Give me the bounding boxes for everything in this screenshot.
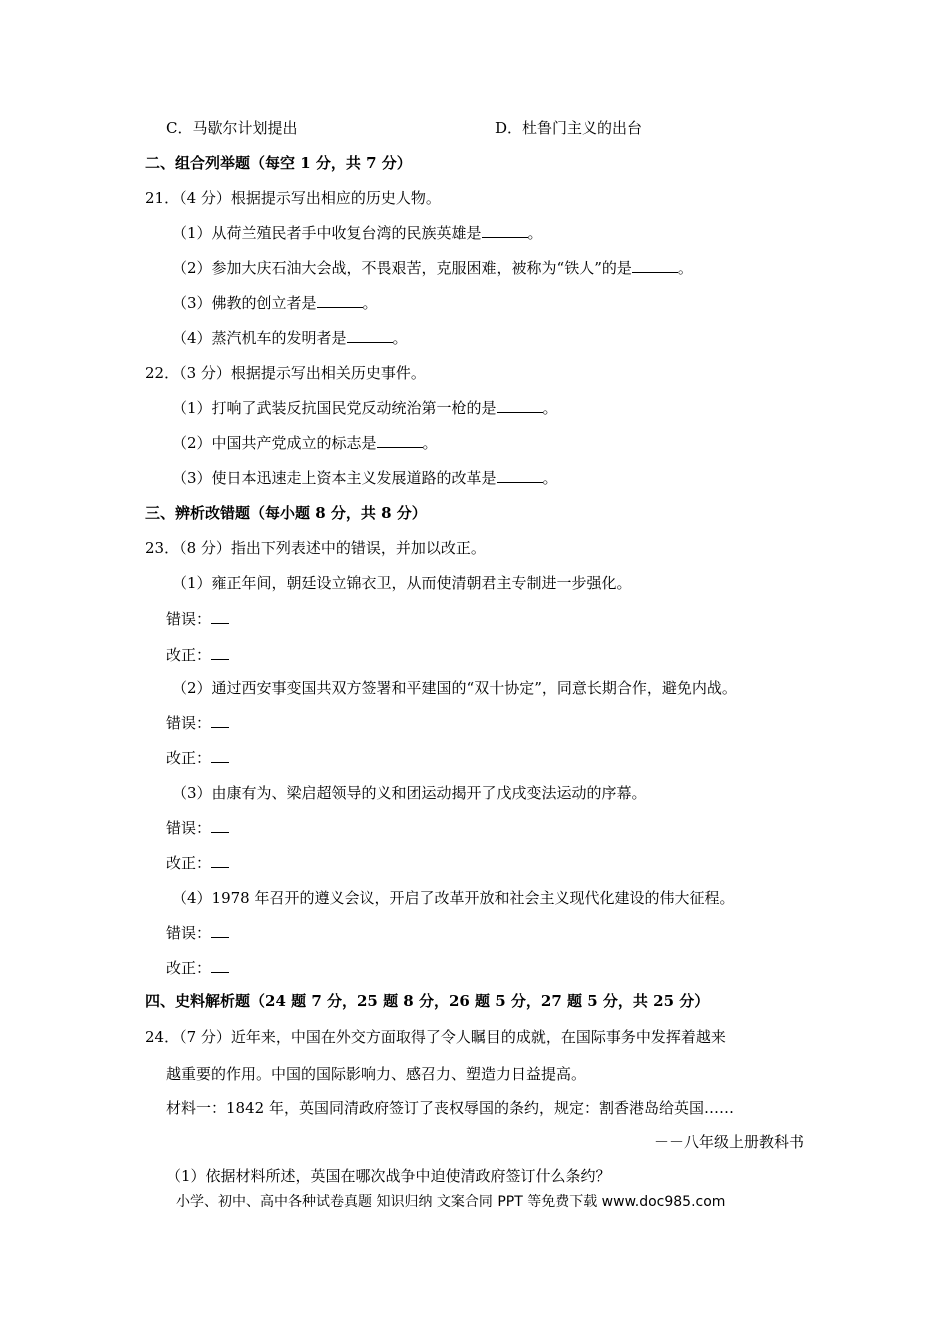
q23-error-3: 错误：: [166, 818, 229, 838]
q23-item-4: （4）1978 年召开的遵义会议，开启了改革开放和社会主义现代化建设的伟大征程。: [172, 889, 735, 907]
q23-fix-3: 改正：: [166, 853, 229, 873]
answer-blank: [211, 609, 229, 624]
q22-stem: 22．（3 分）根据提示写出相关历史事件。: [145, 364, 426, 382]
option-d: D．杜鲁门主义的出台: [495, 119, 643, 137]
q23-error-1: 错误：: [166, 609, 229, 629]
q21-item-1: （1）从荷兰殖民者手中收复台湾的民族英雄是 。: [172, 224, 543, 242]
q21-item-4: （4）蒸汽机车的发明者是 。: [172, 329, 408, 347]
answer-blank: [211, 748, 229, 763]
answer-blank: [497, 468, 543, 483]
section4-title: 四、史料解析题（24 题 7 分，25 题 8 分，26 题 5 分，27 题 5 分，共 25 分）: [145, 992, 710, 1010]
q23-item-3: （3）由康有为、梁启超领导的义和团运动揭开了戊戌变法运动的序幕。: [172, 784, 647, 802]
q24-stem-line1: 24．（7 分）近年来，中国在外交方面取得了令人瞩目的成就，在国际事务中发挥着越来: [145, 1028, 726, 1046]
answer-blank: [211, 645, 229, 660]
q21-item-2: （2）参加大庆石油大会战，不畏艰苦，克服困难，被称为“铁人”的是 。: [172, 259, 693, 277]
answer-blank: [211, 713, 229, 728]
section2-title: 二、组合列举题（每空 1 分，共 7 分）: [145, 154, 412, 172]
q23-error-4: 错误：: [166, 923, 229, 943]
answer-blank: [497, 398, 543, 413]
q23-fix-2: 改正：: [166, 748, 229, 768]
footer-text: 小学、初中、高中各种试卷真题 知识归纳 文案合同 PPT 等免费下载 www.doc985.com: [176, 1194, 726, 1210]
answer-blank: [211, 958, 229, 973]
q23-item-1: （1）雍正年间，朝廷设立锦衣卫，从而使清朝君主专制进一步强化。: [172, 574, 632, 592]
q21-stem: 21．（4 分）根据提示写出相应的历史人物。: [145, 189, 441, 207]
section3-title: 三、辨析改错题（每小题 8 分，共 8 分）: [145, 504, 427, 522]
answer-blank: [211, 818, 229, 833]
answer-blank: [377, 433, 423, 448]
answer-blank: [632, 258, 678, 273]
answer-blank: [211, 923, 229, 938]
q23-item-2: （2）通过西安事变国共双方签署和平建国的“双十协定”，同意长期合作，避免内战。: [172, 679, 737, 697]
q22-item-3: （3）使日本迅速走上资本主义发展道路的改革是 。: [172, 469, 558, 487]
q23-fix-4: 改正：: [166, 958, 229, 978]
q21-item-3: （3）佛教的创立者是 。: [172, 294, 378, 312]
q24-material1: 材料一：1842 年，英国同清政府签订了丧权辱国的条约，规定：割香港岛给英国……: [166, 1099, 734, 1117]
q23-stem: 23．（8 分）指出下列表述中的错误，并加以改正。: [145, 539, 486, 557]
q24-sub1: （1）依据材料所述，英国在哪次战争中迫使清政府签订什么条约？: [166, 1167, 611, 1185]
q22-item-1: （1）打响了武装反抗国民党反动统治第一枪的是 。: [172, 399, 558, 417]
option-c: C．马歇尔计划提出: [166, 119, 298, 137]
q22-item-2: （2）中国共产党成立的标志是 。: [172, 434, 438, 452]
q24-source: －－八年级上册教科书: [653, 1133, 804, 1151]
answer-blank: [211, 853, 229, 868]
q23-fix-1: 改正：: [166, 645, 229, 665]
q23-error-2: 错误：: [166, 713, 229, 733]
answer-blank: [317, 293, 363, 308]
q24-stem-line2: 越重要的作用。中国的国际影响力、感召力、塑造力日益提高。: [166, 1065, 587, 1083]
answer-blank: [347, 328, 393, 343]
answer-blank: [482, 223, 528, 238]
